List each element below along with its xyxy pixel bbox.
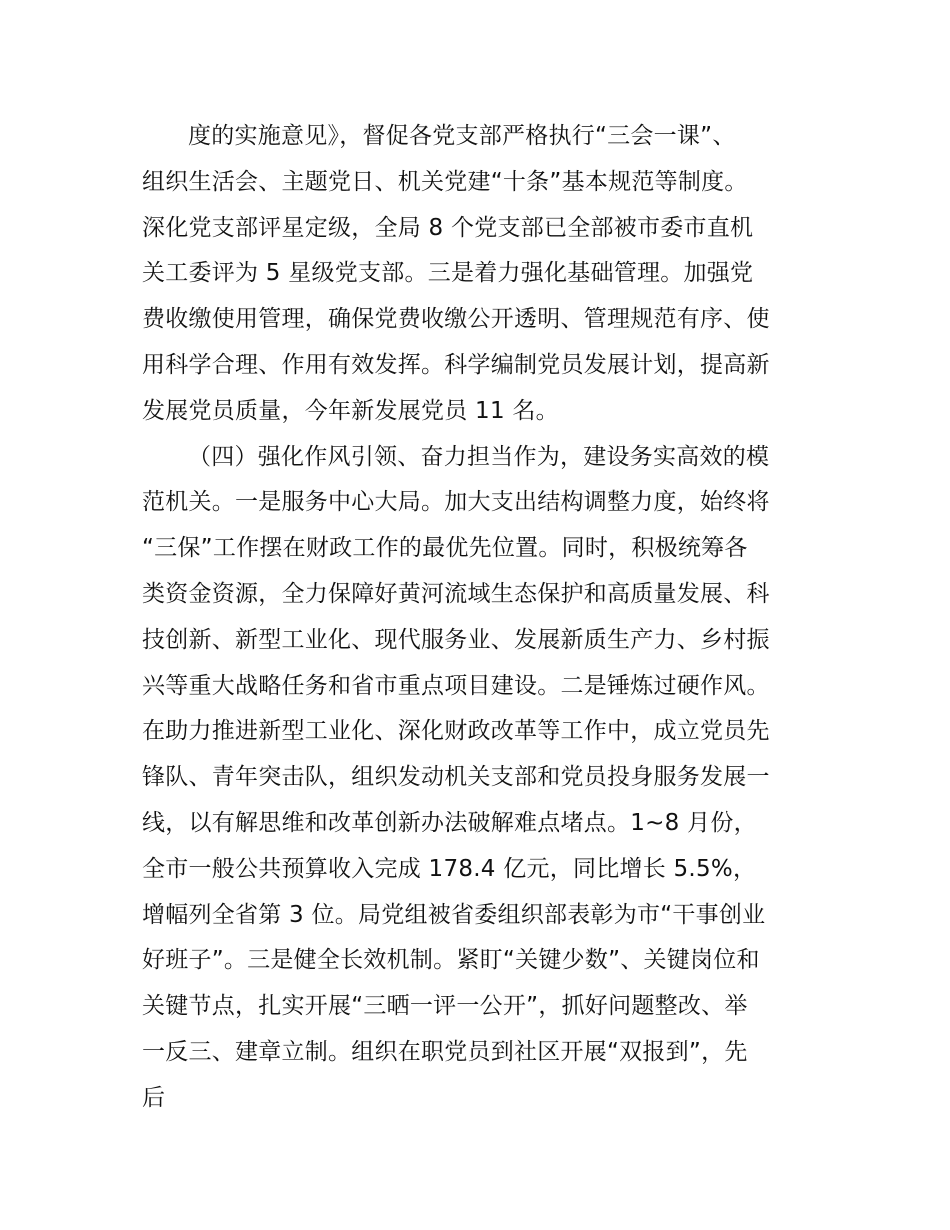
text-line xyxy=(142,1122,814,1168)
text-line: 组织生活会、主题党日、机关党建“十条”基本规范等制度。 xyxy=(142,168,748,195)
body-text xyxy=(142,114,814,1167)
text-line: “三保”工作摆在财政工作的最优先位置。同时，积极统筹各 xyxy=(142,535,748,562)
text-line: 类资金资源，全力保障好黄河流域生态保护和高质量发展、科 xyxy=(142,580,770,607)
text-line: 全市一般公共预算收入完成 178.4 亿元，同比增长 5.5%， xyxy=(142,855,757,882)
text-line: 范机关。一是服务中心大局。加大支出结构调整力度，始终将 xyxy=(142,489,770,516)
section-heading-line: （四）强化作风引领、奋力担当作为，建设务实高效的模 xyxy=(188,443,770,470)
text-line: 兴等重大战略任务和省市重点项目建设。二是锤炼过硬作风。 xyxy=(142,672,770,699)
text-line: 发展党员质量，今年新发展党员 11 名。 xyxy=(142,397,559,424)
text-line: 锋队、青年突击队，组织发动机关支部和党员投身服务发展一 xyxy=(142,764,770,791)
text-line: 深化党支部评星定级，全局 8 个党支部已全部被市委市直机 xyxy=(142,214,754,241)
text-line: 度的实施意见》，督促各党支部严格执行“三会一课”、 xyxy=(188,123,736,149)
text-line: 一反三、建章立制。组织在职党员到社区开展“双报到”，先 xyxy=(142,1038,748,1065)
text-line: 在助力推进新型工业化、深化财政改革等工作中，成立党员先 xyxy=(142,718,770,745)
text-line: 好班子”。三是健全长效机制。紧盯“关键少数”、关键岗位和 xyxy=(142,947,760,974)
text-line: 关键节点，扎实开展“三晒一评一公开”，抓好问题整改、举 xyxy=(142,993,748,1020)
text-line: 关工委评为 5 星级党支部。三是着力强化基础管理。加强党 xyxy=(142,260,754,287)
text-line: 后 xyxy=(142,1084,166,1111)
text-line: 费收缴使用管理，确保党费收缴公开透明、管理规范有序、使 xyxy=(142,306,770,333)
text-line: 增幅列全省第 3 位。局党组被省委组织部表彰为市“干事创业 xyxy=(142,901,766,928)
text-line: 用科学合理、作用有效发挥。科学编制党员发展计划，提高新 xyxy=(142,351,770,378)
text-line: 线，以有解思维和改革创新办法破解难点堵点。1~8 月份， xyxy=(142,809,757,836)
text-line: 技创新、新型工业化、现代服务业、发展新质生产力、乡村振 xyxy=(142,626,770,653)
